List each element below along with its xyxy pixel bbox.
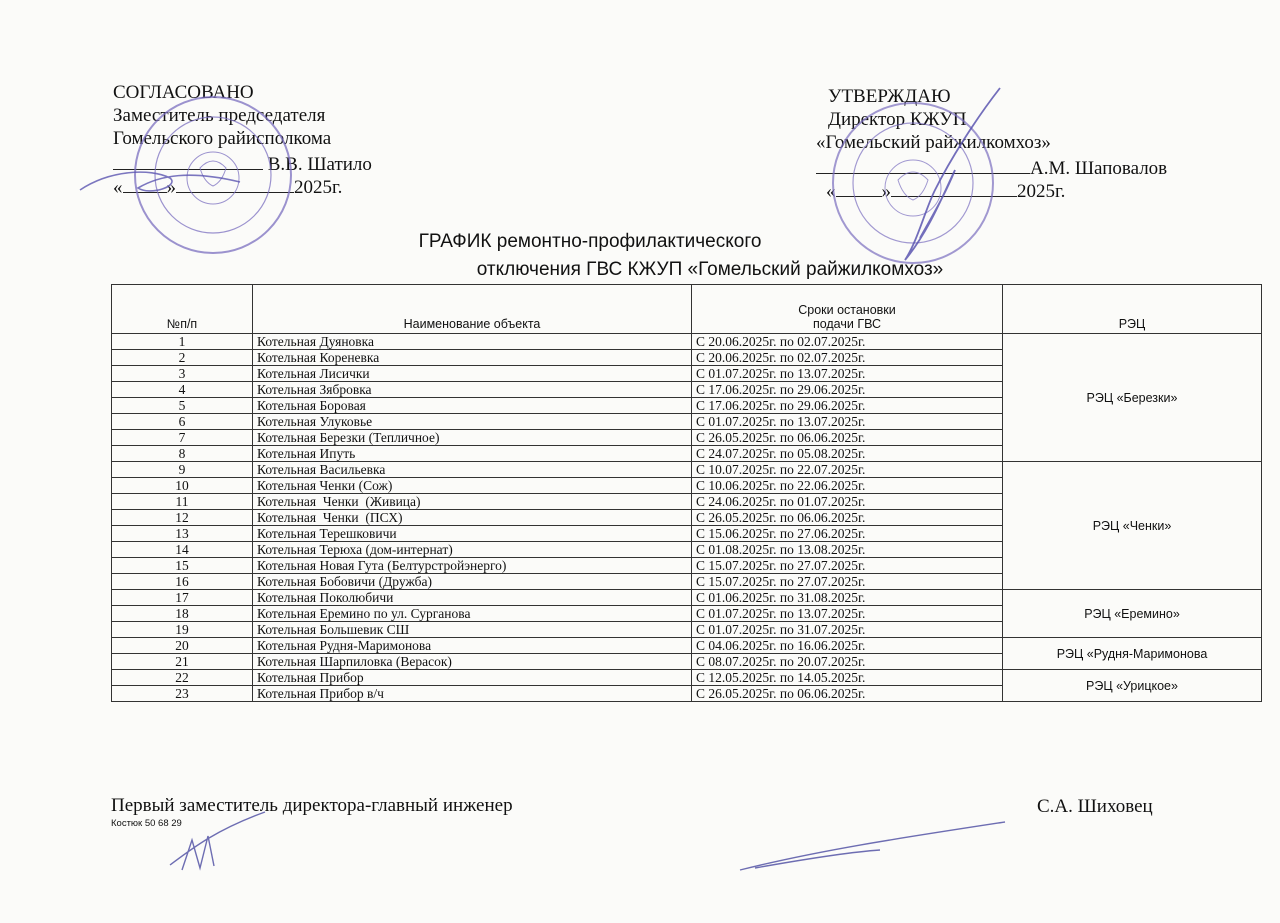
row-number: 18 [112,606,253,622]
approval-left-signature-line [113,151,372,174]
row-number: 7 [112,430,253,446]
table-row [112,670,1262,686]
shutdown-dates: С 01.07.2025г. по 13.07.2025г. [692,606,1003,622]
rec-group: РЭЦ «Ченки» [1003,462,1262,590]
table-row [112,334,1262,350]
footer-right-signature [740,822,1005,870]
approval-left-block [113,82,372,197]
object-name: Котельная Прибор в/ч [253,686,692,702]
row-number: 6 [112,414,253,430]
object-name: Котельная Васильевка [253,462,692,478]
object-name: Котельная Еремино по ул. Сурганова [253,606,692,622]
approval-right-date-line [816,178,1167,201]
shutdown-dates: С 26.05.2025г. по 06.06.2025г. [692,510,1003,526]
shutdown-dates: С 20.06.2025г. по 02.07.2025г. [692,350,1003,366]
signature-underline [816,155,1030,174]
row-number: 3 [112,366,253,382]
object-name: Котельная Ченки (Сож) [253,478,692,494]
approval-left-line1: Заместитель председателя [113,105,326,126]
object-name: Котельная Ипуть [253,446,692,462]
approval-left-date-line [113,174,372,197]
shutdown-dates: С 15.07.2025г. по 27.07.2025г. [692,558,1003,574]
approval-left-heading: СОГЛАСОВАНО [113,82,254,103]
row-number: 11 [112,494,253,510]
shutdown-dates: С 24.07.2025г. по 05.08.2025г. [692,446,1003,462]
date-close-quote: » [881,181,891,202]
shutdown-dates: С 10.06.2025г. по 22.06.2025г. [692,478,1003,494]
document-title-line1: ГРАФИК ремонтно-профилактического [418,231,762,252]
row-number: 4 [112,382,253,398]
approval-left-signer: В.В. Шатило [267,154,372,175]
shutdown-dates: С 01.08.2025г. по 13.08.2025г. [692,542,1003,558]
footer-signer: С.А. Шиховец [1037,796,1153,817]
shutdown-dates: С 01.07.2025г. по 13.07.2025г. [692,366,1003,382]
shutdown-dates: С 15.07.2025г. по 27.07.2025г. [692,574,1003,590]
object-name: Котельная Рудня-Маримонова [253,638,692,654]
row-number: 9 [112,462,253,478]
object-name: Котельная Терешковичи [253,526,692,542]
object-name: Котельная Лисички [253,366,692,382]
row-number: 21 [112,654,253,670]
object-name: Котельная Ченки (Живица) [253,494,692,510]
row-number: 23 [112,686,253,702]
document-title-line2: отключения ГВС КЖУП «Гомельский райжилкомхоз» [476,259,944,280]
object-name: Котельная Большевик СШ [253,622,692,638]
schedule-table-body [112,334,1262,702]
shutdown-dates: С 20.06.2025г. по 02.07.2025г. [692,334,1003,350]
footer-contact: Костюк 50 68 29 [111,818,182,829]
object-name: Котельная Улуковье [253,414,692,430]
shutdown-dates: С 10.07.2025г. по 22.07.2025г. [692,462,1003,478]
shutdown-dates: С 01.07.2025г. по 31.07.2025г. [692,622,1003,638]
shutdown-dates: С 12.05.2025г. по 14.05.2025г. [692,670,1003,686]
row-number: 15 [112,558,253,574]
row-number: 10 [112,478,253,494]
shutdown-dates: С 26.05.2025г. по 06.06.2025г. [692,686,1003,702]
object-name: Котельная Шарпиловка (Верасок) [253,654,692,670]
approval-right-line1: Директор КЖУП [828,109,967,130]
shutdown-dates: С 08.07.2025г. по 20.07.2025г. [692,654,1003,670]
object-name: Котельная Зябровка [253,382,692,398]
row-number: 5 [112,398,253,414]
date-month-underline [891,178,1017,197]
object-name: Котельная Прибор [253,670,692,686]
object-name: Котельная Терюха (дом-интернат) [253,542,692,558]
date-open-quote: « [826,181,836,202]
header-rec: РЭЦ [1003,285,1262,334]
header-dates-line1: Сроки остановки [798,303,896,317]
approval-left-line2: Гомельского райисполкома [113,128,332,149]
row-number: 22 [112,670,253,686]
approval-right-year: 2025г. [1017,181,1066,202]
shutdown-dates: С 17.06.2025г. по 29.06.2025г. [692,398,1003,414]
signature-underline [113,151,263,170]
header-num: №п/п [112,285,253,334]
row-number: 13 [112,526,253,542]
shutdown-dates: С 01.07.2025г. по 13.07.2025г. [692,414,1003,430]
rec-group: РЭЦ «Урицкое» [1003,670,1262,702]
object-name: Котельная Кореневка [253,350,692,366]
approval-right-line2: «Гомельский райжилкомхоз» [816,132,1051,153]
date-day-underline [123,174,167,193]
date-month-underline [176,174,294,193]
row-number: 19 [112,622,253,638]
approval-right-signer: А.М. Шаповалов [1030,158,1168,179]
rec-group: РЭЦ «Рудня-Маримонова [1003,638,1262,670]
object-name: Котельная Новая Гута (Белтурстройэнерго) [253,558,692,574]
rec-group: РЭЦ «Березки» [1003,334,1262,462]
date-day-underline [836,178,882,197]
shutdown-dates: С 15.06.2025г. по 27.06.2025г. [692,526,1003,542]
header-name: Наименование объекта [253,285,692,334]
row-number: 14 [112,542,253,558]
shutdown-dates: С 04.06.2025г. по 16.06.2025г. [692,638,1003,654]
object-name: Котельная Поколюбичи [253,590,692,606]
schedule-table [111,284,1262,702]
table-header-row [112,285,1262,334]
footer-left-signature [170,812,265,870]
row-number: 17 [112,590,253,606]
row-number: 8 [112,446,253,462]
object-name: Котельная Березки (Тепличное) [253,430,692,446]
row-number: 12 [112,510,253,526]
date-close-quote: » [166,177,176,198]
shutdown-dates: С 26.05.2025г. по 06.06.2025г. [692,430,1003,446]
table-row [112,638,1262,654]
footer-position: Первый заместитель директора-главный инженер [111,795,513,816]
shutdown-dates: С 24.06.2025г. по 01.07.2025г. [692,494,1003,510]
table-row [112,462,1262,478]
object-name: Котельная Боровая [253,398,692,414]
approval-right-heading: УТВЕРЖДАЮ [828,86,951,107]
date-open-quote: « [113,177,123,198]
row-number: 16 [112,574,253,590]
approval-right-signature-line [816,155,1167,178]
object-name: Котельная Бобовичи (Дружба) [253,574,692,590]
object-name: Котельная Ченки (ПСХ) [253,510,692,526]
header-dates [692,285,1003,334]
object-name: Котельная Дуяновка [253,334,692,350]
row-number: 20 [112,638,253,654]
header-dates-line2: подачи ГВС [812,317,882,331]
shutdown-dates: С 01.06.2025г. по 31.08.2025г. [692,590,1003,606]
row-number: 2 [112,350,253,366]
rec-group: РЭЦ «Еремино» [1003,590,1262,638]
shutdown-dates: С 17.06.2025г. по 29.06.2025г. [692,382,1003,398]
table-row [112,590,1262,606]
row-number: 1 [112,334,253,350]
approval-right-block [816,86,1167,201]
approval-left-year: 2025г. [294,177,343,198]
